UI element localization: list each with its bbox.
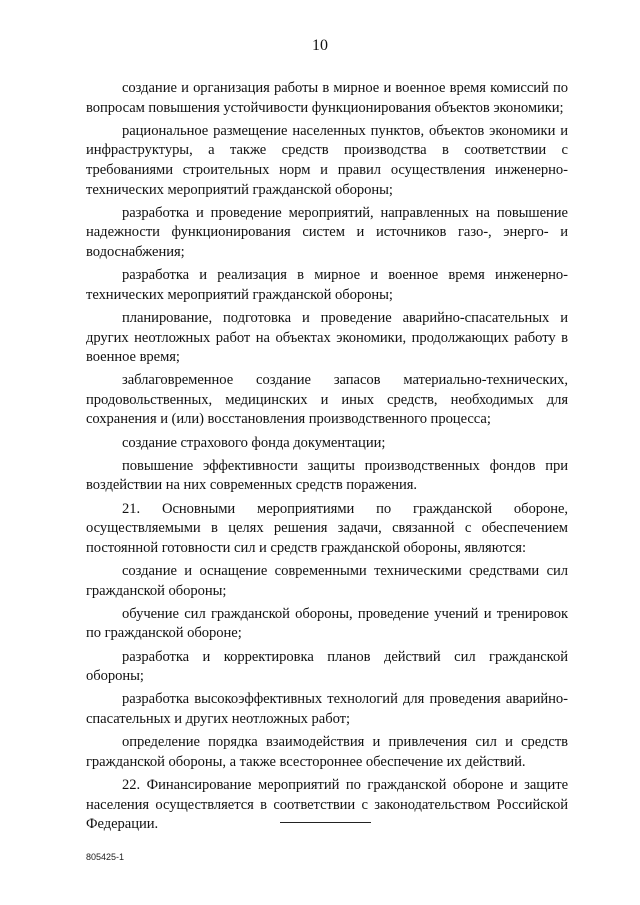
document-code: 805425-1 xyxy=(86,852,125,862)
paragraph: создание и организация работы в мирное и военное время комиссий по вопросам повышения устойчивости функционирования объектов экономики; xyxy=(86,80,568,116)
paragraph: повышение эффективности защиты производственных фондов при воздействии на них современных средств поражения. xyxy=(86,457,568,494)
paragraph: обучение сил гражданской обороны, проведение учений и тренировок по гражданской обороне; xyxy=(86,605,568,642)
paragraph: определение порядка взаимодействия и привлечения сил и средств гражданской обороны, а также всестороннее обеспечение их действий. xyxy=(86,734,568,770)
page-number: 10 xyxy=(312,37,328,54)
paragraph: 22. Финансирование мероприятий по гражданской обороне и защите населения осуществляется в соответствии с законодательством Российской Федерации. xyxy=(86,776,568,833)
paragraph: разработка и корректировка планов действий сил гражданской обороны; xyxy=(86,648,568,685)
document-body xyxy=(86,79,568,838)
paragraph: рациональное размещение населенных пунктов, объектов экономики и инфраструктуры, а также средств производства в соответствии с требованиями строительных норм и правил осуществления инженерно-технических мероприятий гражданской обороны; xyxy=(86,122,568,198)
paragraph: разработка и проведение мероприятий, направленных на повышение надежности функционирования систем и источников газо-, энерго- и водоснабжения; xyxy=(86,204,568,260)
paragraph: разработка высокоэффективных технологий для проведения аварийно-спасательных и других неотложных работ; xyxy=(86,691,568,727)
paragraph: заблаговременное создание запасов материально-технических, продовольственных, медицинских и иных средств, необходимых для сохранения и (или) восстановления производственного процесса; xyxy=(86,372,568,428)
paragraph: планирование, подготовка и проведение аварийно-спасательных и других неотложных работ на объектах экономики, продолжающих работу в военное время; xyxy=(86,309,568,366)
separator-line xyxy=(280,822,371,823)
paragraph: создание и оснащение современными техническими средствами сил гражданской обороны; xyxy=(86,563,568,599)
paragraph: разработка и реализация в мирное и военное время инженерно-технических мероприятий гражданской обороны; xyxy=(86,267,568,303)
paragraph: создание страхового фонда документации; xyxy=(122,434,386,451)
paragraph: 21. Основными мероприятиями по гражданской обороне, осуществляемыми в целях решения задачи, связанной с обеспечением постоянной готовности сил и средств гражданской обороны, являются: xyxy=(86,500,568,556)
